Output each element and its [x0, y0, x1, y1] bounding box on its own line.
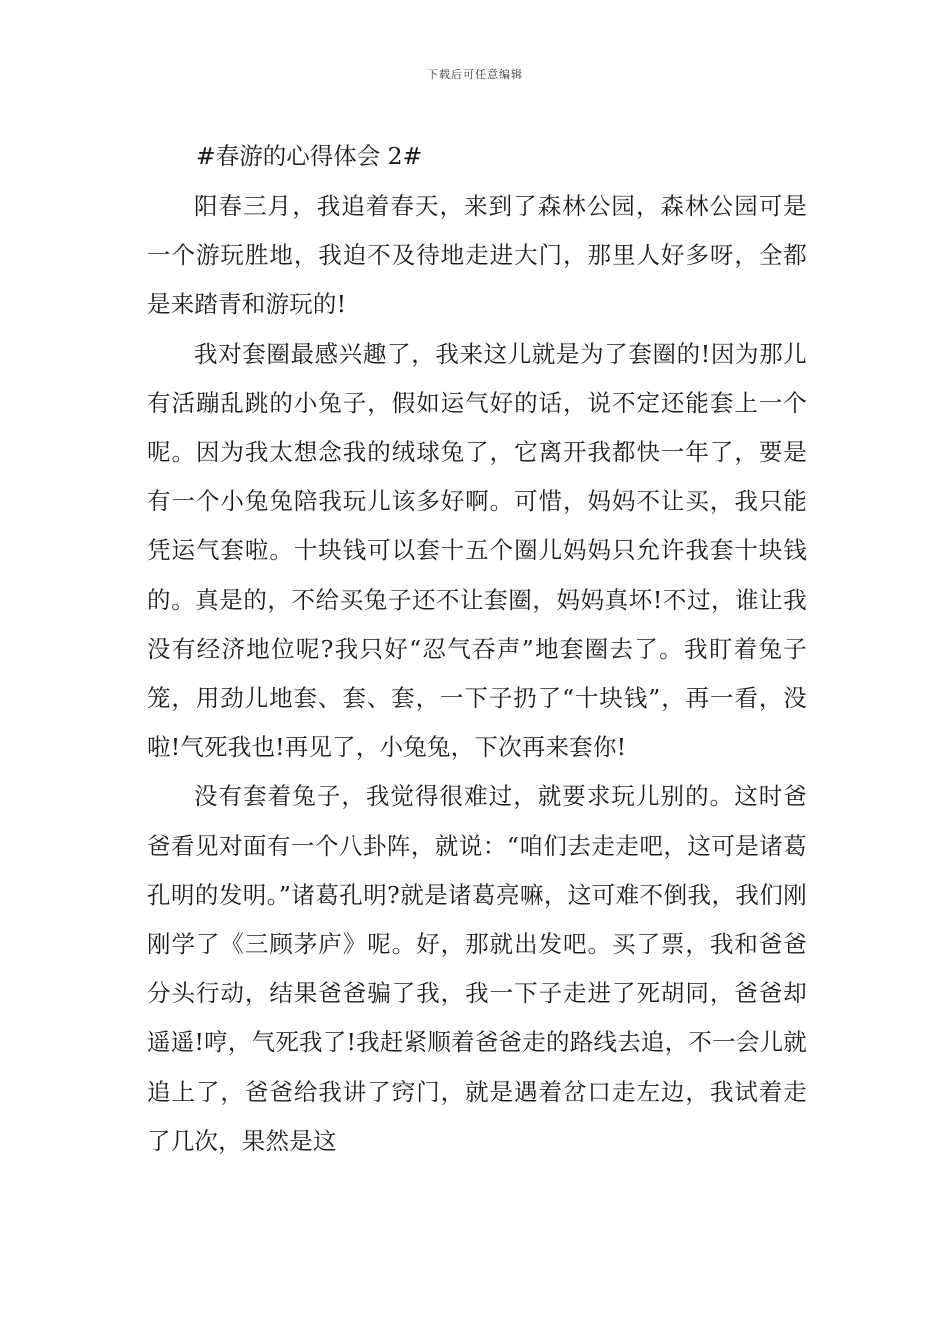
document-body [147, 131, 807, 1166]
paragraph-3: 没有套着兔子，我觉得很难过，就要求玩儿别的。这时爸爸看见对面有一个八卦阵，就说：“咱们去走走吧，这可是诸葛孔明的发明。”诸葛孔明?就是诸葛亮嘛，这可难不倒我，我们刚刚学了《三顾茅庐》呢。好，那就出发吧。买了票，我和爸爸分头行动，结果爸爸骗了我，我一下子走进了死胡同，爸爸却遥遥!哼，气死我了!我赶紧顺着爸爸走的路线去追，不一会儿就追上了，爸爸给我讲了窍门，就是遇着岔口走左边，我试着走了几次，果然是这 [147, 782, 807, 1155]
paragraph-1: 阳春三月，我追着春天，来到了森林公园，森林公园可是一个游玩胜地，我迫不及待地走进大门，那里人好多呀，全都是来踏青和游玩的! [147, 192, 807, 319]
page-header: 下载后可任意编辑 [427, 68, 523, 81]
document-title: #春游的心得体会 2# [196, 142, 423, 170]
paragraph-2: 我对套圈最感兴趣了，我来这儿就是为了套圈的!因为那儿有活蹦乱跳的小兔子，假如运气好的话，说不定还能套上一个呢。因为我太想念我的绒球兔了，它离开我都快一年了，要是有一个小兔兔陪我玩儿该多好啊。可惜，妈妈不让买，我只能凭运气套啦。十块钱可以套十五个圈儿妈妈只允许我套十块钱的。真是的，不给买兔子还不让套圈，妈妈真坏!不过，谁让我没有经济地位呢?我只好“忍气吞声”地套圈去了。我盯着兔子笼，用劲儿地套、套、套，一下子扔了“十块钱”，再一看，没啦!气死我也!再见了，小兔兔，下次再来套你! [147, 339, 807, 762]
